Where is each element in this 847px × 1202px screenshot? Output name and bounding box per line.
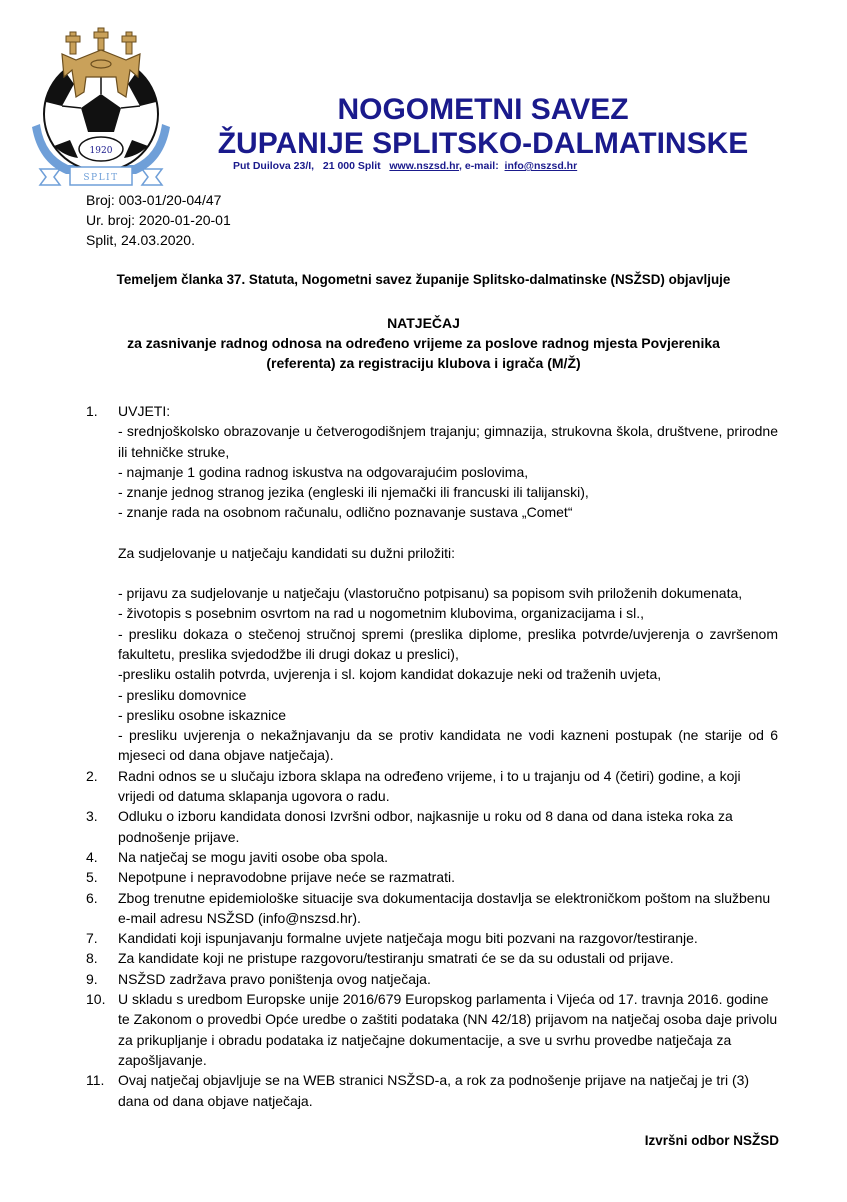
place-date: Split, 24.03.2020.	[86, 232, 195, 248]
notice-items	[86, 401, 778, 1111]
attachment: - presliku osobne iskaznice	[118, 706, 287, 723]
intro-statement: Temeljem članka 37. Statuta, Nogometni savez županije Splitsko-dalmatinske (NSŽSD) objavljuje	[116, 272, 731, 287]
item-number: 4.	[86, 848, 98, 865]
item-number: 6.	[86, 889, 98, 906]
conditions-title: UVJETI:	[118, 403, 171, 419]
attachment: - presliku domovnice	[118, 686, 247, 703]
list-item	[86, 867, 778, 887]
svg-text:SPLIT: SPLIT	[83, 173, 119, 183]
registry-number: Ur. broj: 2020-01-20-01	[86, 212, 231, 228]
item-text: Ovaj natječaj objavljuje se na WEB stranici NSŽSD-a, a rok za podnošenje prijave na natječaj je tri (3) dana od dana objave natječaja.	[118, 1072, 750, 1109]
notice-subtitle-1: za zasnivanje radnog odnosa na određeno vrijeme za poslove radnog mjesta Povjerenika	[127, 335, 720, 351]
item-text: U skladu s uredbom Europske unije 2016/679 Europskog parlamenta i Vijeća od 17. travnja 2016. godine te Zakonom o provedbi Opće uredbe o zaštiti podataka (NN 42/18) prijavom na natječaj osoba daje privolu za prikupljanje i obradu podataka iz natječajne dokumentacije, a sve u svrhu provedbe natječaja za zapošljavanje.	[118, 991, 778, 1068]
organization-title	[163, 93, 803, 161]
email-label: , e-mail:	[459, 160, 505, 172]
list-item	[86, 969, 778, 989]
list-item	[86, 401, 778, 766]
item-text: Kandidati koji ispunjavanju formalne uvjete natječaja mogu biti pozvani na razgovor/testiranje.	[118, 930, 698, 947]
notice-subtitle-2: (referenta) za registraciju klubova i igrača (M/Ž)	[266, 355, 581, 371]
email-link[interactable]: info@nszsd.hr	[504, 160, 578, 172]
title-line-2: ŽUPANIJE SPLITSKO-DALMATINSKE	[217, 127, 749, 160]
item-text: NSŽSD zadržava pravo poništenja ovog natječaja.	[118, 970, 431, 987]
item-number: 1.	[86, 403, 98, 419]
item-number: 8.	[86, 950, 98, 967]
title-line-1: NOGOMETNI SAVEZ	[337, 93, 629, 126]
condition: - znanje rada na osobnom računalu, odlično poznavanje sustava „Comet“	[118, 504, 573, 521]
item-number: 2.	[86, 767, 98, 784]
list-item	[86, 806, 778, 847]
website-link[interactable]: www.nszsd.hr	[389, 160, 460, 172]
svg-text:1920: 1920	[89, 146, 113, 156]
item-number: 3.	[86, 808, 98, 825]
crest-football-crown-icon	[26, 22, 176, 187]
address-line	[233, 160, 577, 172]
item-number: 9.	[86, 970, 98, 987]
list-item	[86, 1070, 778, 1111]
item-number: 7.	[86, 930, 98, 947]
attachment: - presliku dokaza o stečenoj stručnoj spremi (preslika diplome, preslika potvrde/uvjerenja o završenom fakultetu, preslika svjedodžbe ili drugi dokaz u preslici),	[118, 625, 778, 662]
attachment: - presliku uvjerenja o nekažnjavanju da se protiv kandidata ne vodi kazneni postupak (ne starije od 6 mjeseci od dana objave natječaja).	[118, 727, 778, 764]
item-text: Radni odnos se u slučaju izbora sklapa na određeno vrijeme, i to u trajanju od 4 (četiri) godine, a koji vrijedi od datuma sklapanja ugovora o radu.	[118, 767, 741, 805]
item-text: Nepotpune i nepravodobne prijave neće se razmatrati.	[118, 869, 455, 886]
item-text: Za kandidate koji ne pristupe razgovoru/testiranju smatrati će se da su odustali od prijave.	[118, 950, 674, 967]
condition: - srednjoškolsko obrazovanje u četverogodišnjem trajanju; gimnazija, strukovna škola, društvene, prirodne ili tehničke struke,	[118, 423, 778, 460]
attachment: - prijavu za sudjelovanje u natječaju (vlastoručno potpisanu) sa popisom svih priloženih dokumenata,	[118, 585, 743, 602]
notice-title: NATJEČAJ	[387, 315, 460, 331]
item-number: 10.	[86, 991, 106, 1008]
postal-address: Put Duilova 23/I, 21 000 Split	[233, 160, 390, 172]
condition: - znanje jednog stranog jezika (engleski ili njemački ili francuski ili talijanski),	[118, 484, 589, 501]
signature: Izvršni odbor NSŽSD	[644, 1133, 779, 1148]
list-item	[86, 847, 778, 867]
list-item	[86, 766, 778, 807]
attachments-intro: Za sudjelovanje u natječaju kandidati su dužni priložiti:	[118, 544, 455, 561]
list-item	[86, 989, 778, 1070]
notice-heading	[0, 313, 847, 373]
list-item	[86, 948, 778, 968]
item-text: Odluku o izboru kandidata donosi Izvršni odbor, najkasnije u roku od 8 dana od dana isteka roka za podnošenje prijave.	[118, 808, 733, 845]
item-text: Zbog trenutne epidemiološke situacije sva dokumentacija dostavlja se elektroničkom poštom na službenu e-mail adresu NSŽSD (info@nszsd.hr).	[118, 889, 771, 926]
organization-logo	[26, 22, 176, 187]
item-text: Na natječaj se mogu javiti osobe oba spola.	[118, 848, 389, 865]
attachment: - životopis s posebnim osvrtom na rad u nogometnim klubovima, organizacijama i sl.,	[118, 605, 645, 622]
reference-number: Broj: 003-01/20-04/47	[86, 192, 222, 208]
list-item	[86, 928, 778, 948]
item-number: 11.	[86, 1072, 105, 1089]
item-number: 5.	[86, 869, 98, 886]
attachment: -presliku ostalih potvrda, uvjerenja i sl. kojom kandidat dokazuje neki od traženih uvjeta,	[118, 666, 662, 683]
condition: - najmanje 1 godina radnog iskustva na odgovarajućim poslovima,	[118, 463, 529, 480]
document-meta	[86, 190, 231, 250]
list-item	[86, 888, 778, 929]
